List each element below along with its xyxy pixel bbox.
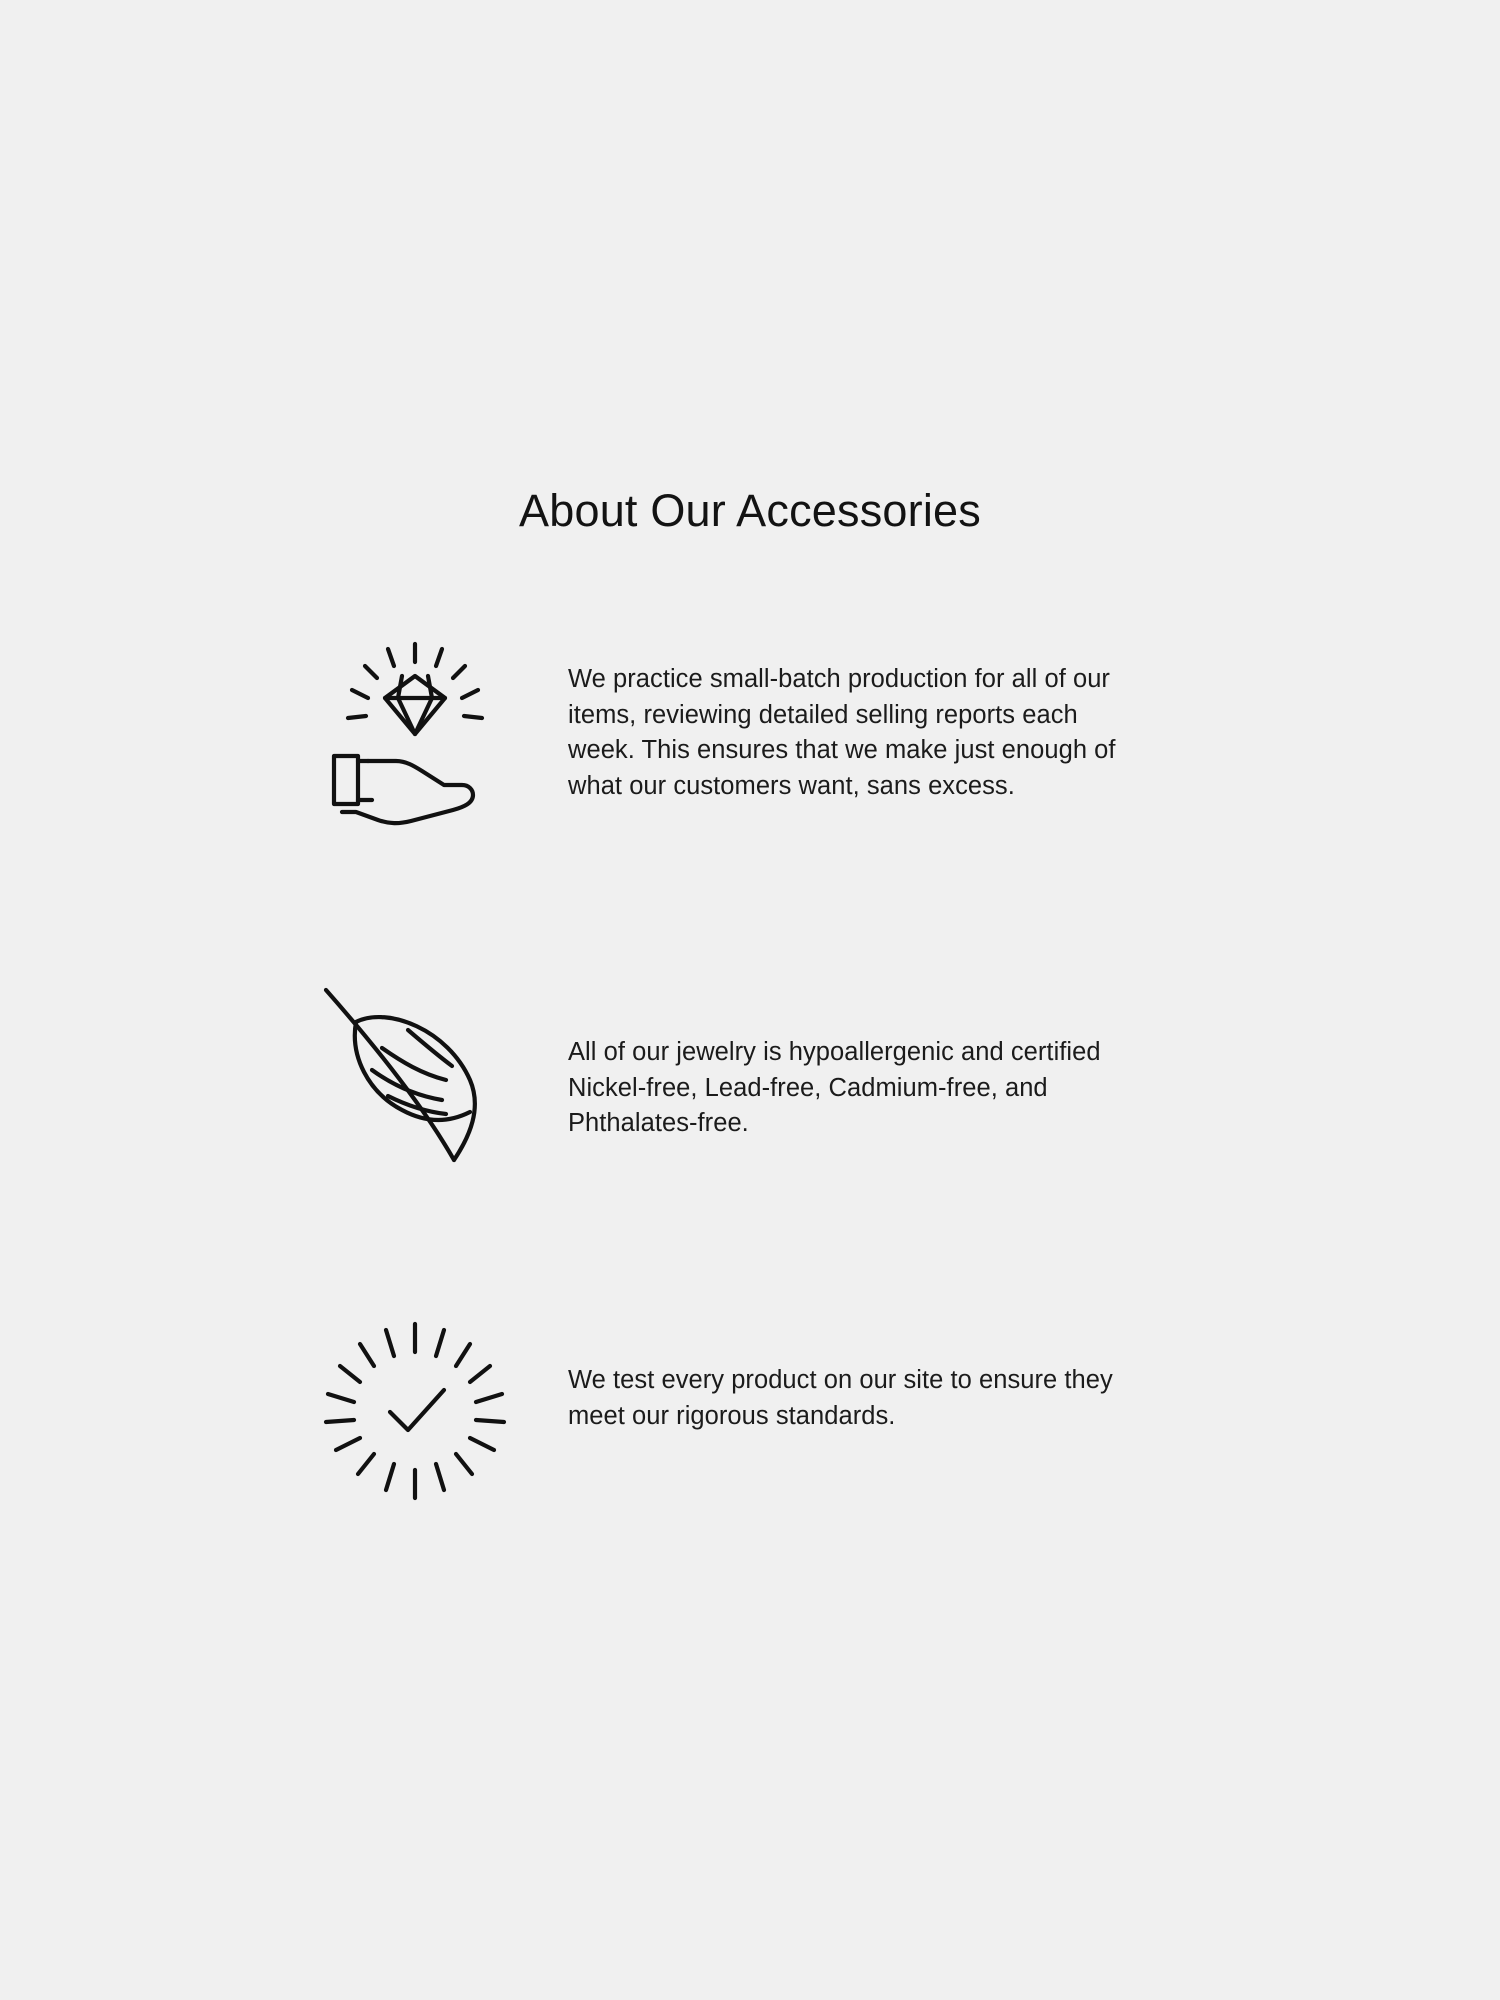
list-item [300, 620, 1200, 850]
list-item-label: All of our jewelry is hypoallergenic and certified Nickel-free, Lead-free, Cadmium-free, and Phthalates-free. [568, 1038, 1101, 1138]
feather-icon [300, 960, 530, 1190]
list-item [300, 960, 1200, 1190]
hand-holding-diamond-icon [300, 620, 530, 850]
page-title: About Our Accessories [519, 485, 981, 537]
shining-checkmark-icon [300, 1298, 530, 1528]
list-item [300, 1298, 1200, 1528]
list-item-label: We test every product on our site to ensure they meet our rigorous standards. [568, 1366, 1113, 1430]
list-item-label: We practice small-batch production for all of our items, reviewing detailed selling reports each week. This ensures that we make just enough of what our customers want, sans excess. [568, 665, 1116, 801]
feature-list [300, 620, 1200, 1528]
